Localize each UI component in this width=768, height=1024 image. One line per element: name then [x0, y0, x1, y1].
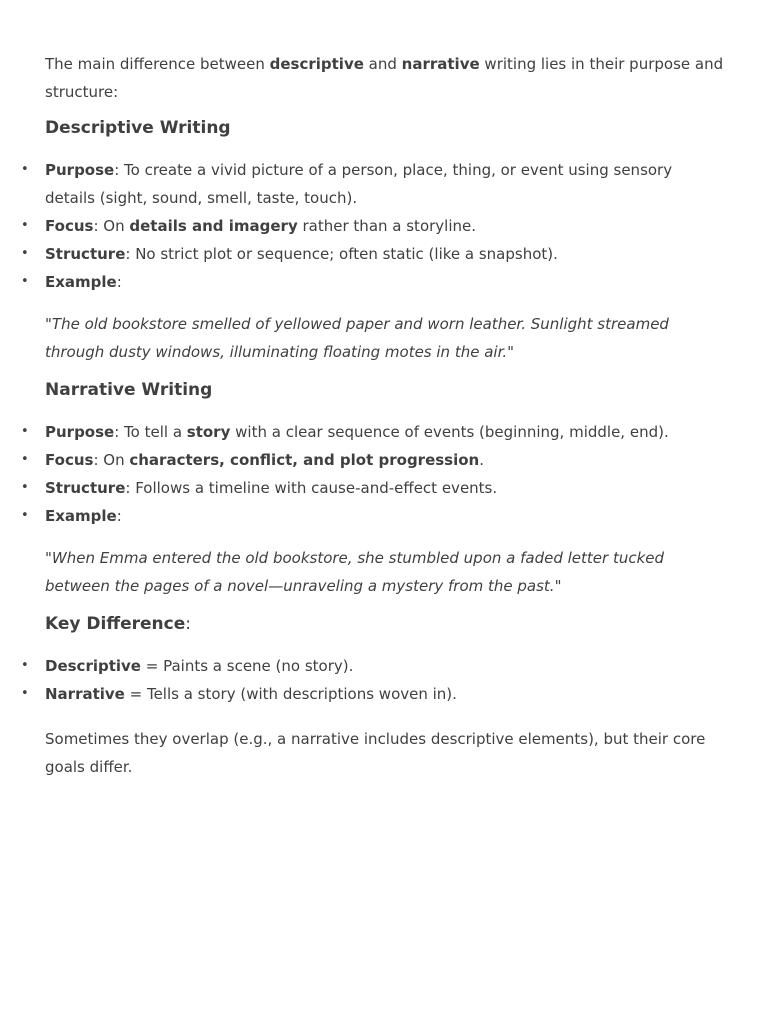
key-difference-list — [45, 652, 725, 708]
narrative-heading: Narrative Writing — [45, 380, 213, 400]
list-item: • Structure: Follows a timeline with cause-and-effect events. — [45, 474, 725, 502]
response-content — [45, 50, 725, 781]
closing-paragraph: Sometimes they overlap (e.g., a narrative includes descriptive elements), but their core goals differ. — [45, 730, 706, 776]
narrative-list — [45, 418, 725, 530]
list-item: • Descriptive = Paints a scene (no story). — [45, 652, 725, 680]
key-difference-heading: Key Difference: — [45, 614, 192, 634]
narrative-example-quote: "When Emma entered the old bookstore, she stumbled upon a faded letter tucked between the pages of a novel—unraveling a mystery from the past." — [45, 549, 665, 595]
descriptive-heading: Descriptive Writing — [45, 118, 231, 138]
list-item: • Focus: On characters, conflict, and plot progression. — [45, 446, 725, 474]
list-item: • Focus: On details and imagery rather than a storyline. — [45, 212, 725, 240]
list-item: • Example: — [45, 268, 725, 296]
list-item: • Example: — [45, 502, 725, 530]
list-item: • Structure: No strict plot or sequence; often static (like a snapshot). — [45, 240, 725, 268]
list-item: • Purpose: To tell a story with a clear sequence of events (beginning, middle, end). — [45, 418, 725, 446]
intro-paragraph: The main difference between descriptive and narrative writing lies in their purpose and structure: — [45, 55, 724, 101]
list-item: • Purpose: To create a vivid picture of a person, place, thing, or event using sensory details (sight, sound, smell, taste, touch). — [45, 156, 725, 212]
descriptive-list — [45, 156, 725, 296]
descriptive-example-quote: "The old bookstore smelled of yellowed paper and worn leather. Sunlight streamed through dusty windows, illuminating floating motes in the air." — [45, 315, 669, 361]
list-item: • Narrative = Tells a story (with descriptions woven in). — [45, 680, 725, 708]
